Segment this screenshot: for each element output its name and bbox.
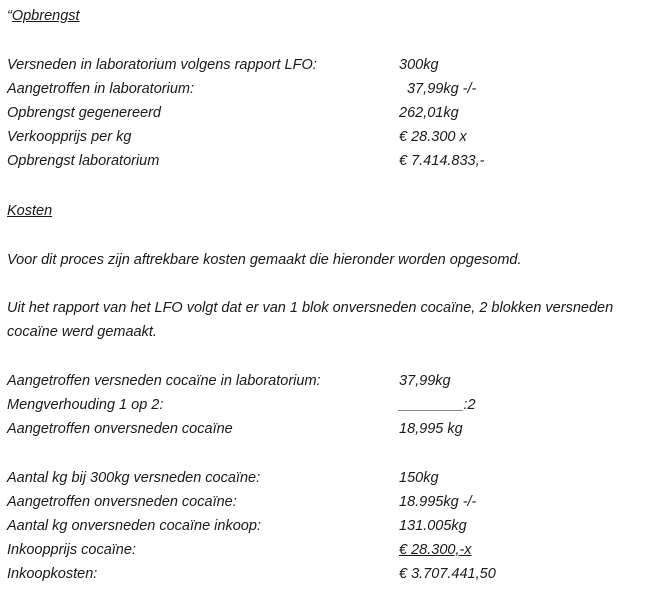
row-value: 37,99kg -/- <box>399 81 477 97</box>
row-label: Aangetroffen in laboratorium: <box>7 81 194 97</box>
row-value: 150kg <box>399 470 439 486</box>
row-value: 18,995 kg <box>399 421 463 437</box>
row-label: Inkoopkosten: <box>7 566 98 582</box>
blank-line: ________ <box>399 397 464 413</box>
row-value: 18.995kg -/- <box>399 494 477 510</box>
row-label: Aangetroffen onversneden cocaïne <box>7 421 233 437</box>
row-value: € 28.300 x <box>399 129 467 145</box>
row-label: Opbrengst laboratorium <box>7 153 160 169</box>
row-label: Aangetroffen versneden cocaïne in laboratorium: <box>7 373 321 389</box>
row-value: 262,01kg <box>399 105 459 121</box>
row-label: Inkoopprijs cocaïne: <box>7 542 136 558</box>
mixing-ratio-value <box>399 397 476 413</box>
row-label: Mengverhouding 1 op 2: <box>7 397 164 413</box>
row-label: Versneden in laboratorium volgens rapport LFO: <box>7 57 317 73</box>
row-label: Opbrengst gegenereerd <box>7 105 161 121</box>
heading-opbrengst-text: Opbrengst <box>11 8 80 24</box>
row-value: € 3.707.441,50 <box>399 566 496 582</box>
opening-quote: “ <box>7 8 12 24</box>
row-value: € 28.300,-x <box>399 542 472 558</box>
paragraph-lfo-line2: cocaïne werd gemaakt. <box>7 324 157 340</box>
row-label: Aangetroffen onversneden cocaïne: <box>7 494 237 510</box>
row-value: 37,99kg <box>399 373 451 389</box>
row-value: 131.005kg <box>399 518 467 534</box>
row-label: Aantal kg bij 300kg versneden cocaïne: <box>7 470 261 486</box>
section-heading-kosten: Kosten <box>7 203 53 219</box>
row-label: Verkoopprijs per kg <box>7 129 132 145</box>
paragraph-intro: Voor dit proces zijn aftrekbare kosten gemaakt die hieronder worden opgesomd. <box>7 252 522 268</box>
row-value: 300kg <box>399 57 439 73</box>
row-label: Aantal kg onversneden cocaïne inkoop: <box>7 518 261 534</box>
row-value: € 7.414.833,- <box>399 153 485 169</box>
paragraph-lfo-line1: Uit het rapport van het LFO volgt dat er van 1 blok onversneden cocaïne, 2 blokken versneden <box>7 300 614 316</box>
ratio-suffix: :2 <box>463 397 476 413</box>
section-heading-opbrengst <box>7 8 80 24</box>
